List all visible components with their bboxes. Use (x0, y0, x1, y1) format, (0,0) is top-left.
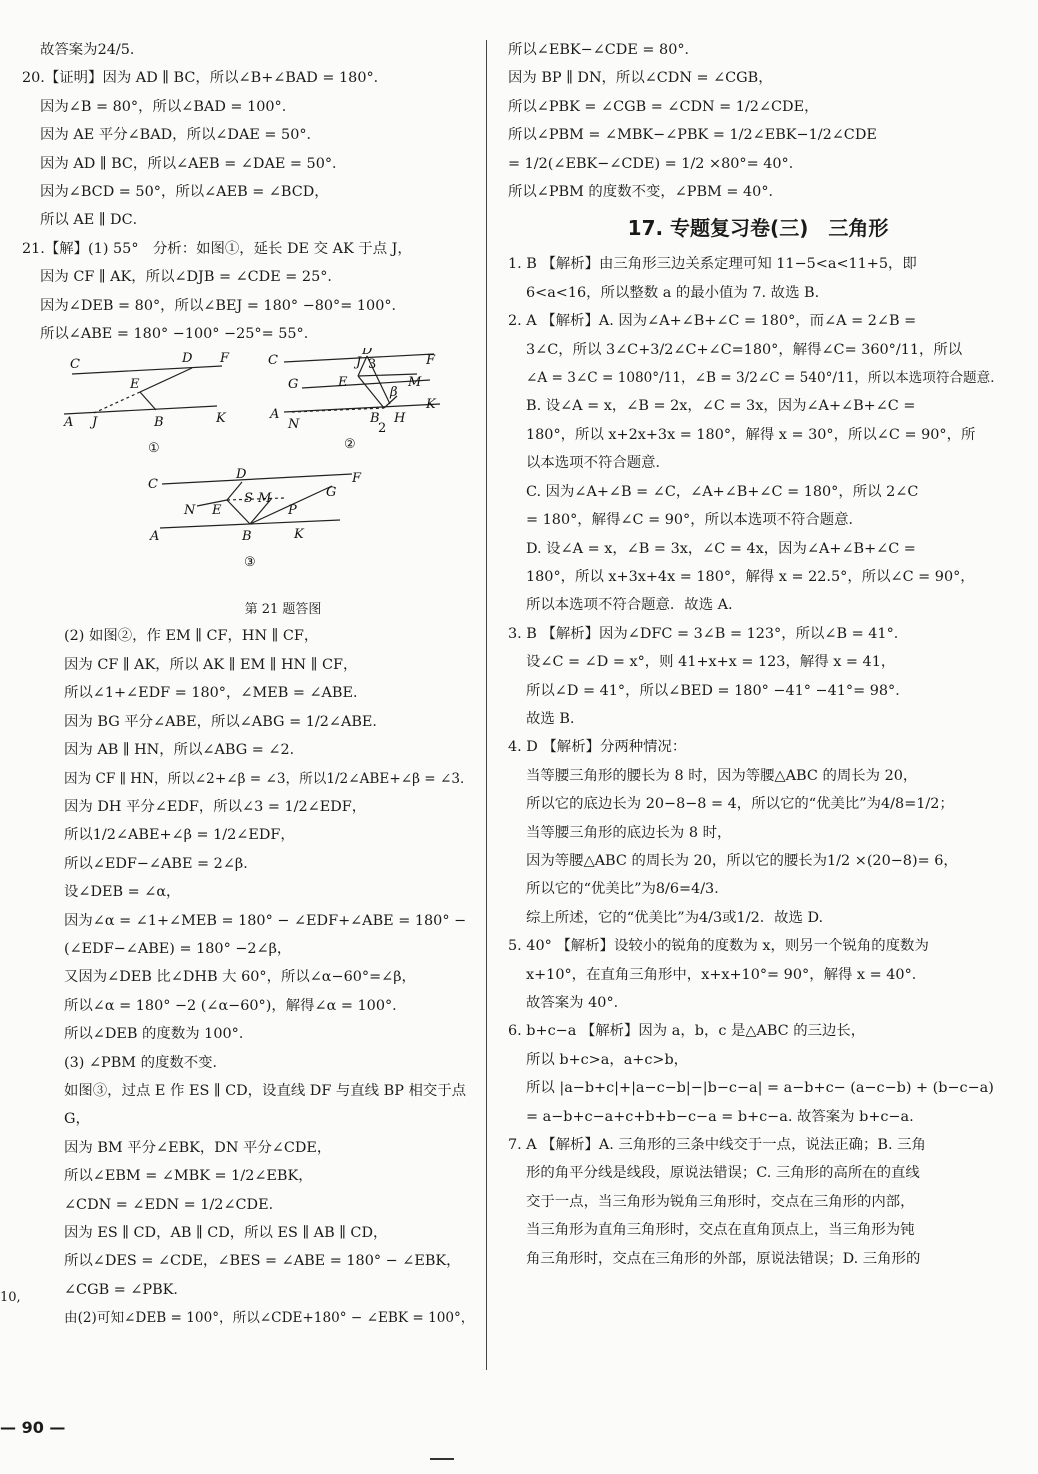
fig-label: D (236, 467, 247, 483)
text-line: 因为等腰△ABC 的周长为 20，所以它的腰长为1/2 ×(20−8)= 6， (526, 852, 958, 869)
fig-label: D (182, 351, 193, 367)
text-line: 所以∠EBK−∠CDE = 80°． (508, 42, 699, 58)
text-line: 所以∠PBM = ∠MBK−∠PBK = 1/2∠EBK−1/2∠CDE (508, 127, 877, 144)
fig-label: B (154, 415, 164, 431)
text-line: 因为 CF ∥ HN，所以∠2+∠β = ∠3，所以1/2∠ABE+∠β = ∠3． (64, 770, 474, 787)
text-line: 形的角平分线是线段，原说法错误；C. 三角形的高所在的直线 (526, 1165, 920, 1182)
text-line: = 1/2(∠EBK−∠CDE) = 1/2 ×80°= 40°． (508, 155, 804, 172)
text-line: 设∠C = ∠D = x°，则 41+x+x = 123，解得 x = 41， (526, 654, 896, 671)
fig-label: ③ (244, 555, 256, 571)
text-line: 因为 BM 平分∠EBK，DN 平分∠CDE， (64, 1139, 332, 1156)
text-line: x+10°，在直角三角形中，x+x+10°= 90°，解得 x = 40°． (526, 966, 927, 983)
text-line: 6. b+c−a 【解析】因为 a，b，c 是△ABC 的三边长， (508, 1023, 866, 1040)
text-line: 因为 CF ∥ AK，所以∠DJB = ∠CDE = 25°． (40, 269, 342, 286)
fig-label: C (268, 353, 278, 369)
fig-label: ② (344, 437, 356, 453)
fig-label: S (244, 491, 253, 507)
text-line: 4. D 【解析】分两种情况： (508, 739, 687, 756)
fig-label: H (394, 411, 406, 427)
text-line: 因为 ES ∥ CD，AB ∥ CD，所以 ES ∥ AB ∥ CD， (64, 1225, 388, 1241)
fig-label: P (288, 503, 297, 519)
fig-label: ① (148, 441, 160, 457)
figure-21 (22, 348, 484, 598)
text-line: 当等腰三角形的底边长为 8 时， (526, 824, 732, 841)
figure-caption: 第 21 题答图 (244, 602, 322, 618)
text-line: 2. A 【解析】A. 因为∠A+∠B+∠C = 180°，而∠A = 2∠B = (508, 313, 917, 330)
text-line: (∠EDF−∠ABE) = 180° −2∠β， (64, 940, 292, 957)
text-line: (2) 如图②，作 EM ∥ CF，HN ∥ CF， (64, 628, 319, 645)
text-line: 所以∠DES = ∠CDE，∠BES = ∠ABE = 180° − ∠EBK， (64, 1253, 461, 1270)
text-line: 故答案为24/5． (40, 42, 145, 58)
text-line: 故答案为 40°． (526, 995, 629, 1011)
text-line: ∠CGB = ∠PBK． (64, 1281, 188, 1298)
fig-label: F (220, 351, 230, 367)
fig-label: G (326, 485, 337, 501)
fig-label: E (212, 503, 222, 519)
fig-label: N (184, 503, 196, 519)
text-line: 180°，所以 x+2x+3x = 180°，解得 x = 30°，所以∠C = 90°，所 (526, 426, 976, 443)
fig-label: M (408, 375, 422, 391)
text-line: 角三角形时，交点在三角形的外部，原说法错误；D. 三角形的 (526, 1250, 921, 1267)
text-line: 因为 BP ∥ DN，所以∠CDN = ∠CGB， (508, 70, 773, 87)
text-line: 6<a<16，所以整数 a 的最小值为 7. 故选 B. (526, 284, 820, 301)
fig-label: 2 (378, 421, 387, 437)
text-line: = 180°，解得∠C = 90°，所以本选项不符合题意． (526, 512, 863, 529)
text-line: 由(2)可知∠DEB = 100°，所以∠CDE+180° − ∠EBK = 100°， (64, 1310, 475, 1327)
fig-label: C (148, 477, 158, 493)
text-line: ∠A = 3∠C = 1080°/11，∠B = 3/2∠C = 540°/11，所以本选项符合题意． (526, 370, 1004, 387)
text-line: 因为∠DEB = 80°，所以∠BEJ = 180° −80°= 100°． (40, 297, 406, 314)
text-line: 所以∠DEB 的度数为 100°． (64, 1026, 254, 1043)
text-line: 所以 b+c>a，a+c>b， (526, 1051, 689, 1068)
text-line: 所以 |a−b+c|+|a−c−b|−|b−c−a| = a−b+c− (a−c−b) + (b−c−a) (526, 1080, 994, 1097)
fig-label: K (426, 397, 436, 413)
text-line: 故选 B. (526, 710, 575, 727)
text-line: 5. 40° 【解析】设较小的锐角的度数为 x，则另一个锐角的度数为 (508, 938, 929, 955)
text-line: 所以 AE ∥ DC． (40, 212, 147, 229)
text-line: 综上所述，它的“优美比”为4/3或1/2．故选 D. (526, 909, 824, 926)
text-line: 所以本选项不符合题意．故选 A. (526, 597, 733, 614)
text-line: 因为∠B = 80°，所以∠BAD = 100°． (40, 98, 297, 115)
fig-label: F (426, 353, 436, 369)
text-line: 当三角形为直角三角形时，交点在直角顶点上，当三角形为钝 (526, 1222, 915, 1239)
figure-21-diagrams (22, 348, 462, 598)
fig-label: J (92, 415, 98, 431)
text-line: 所以∠EBM = ∠MBK = 1/2∠EBK， (64, 1168, 313, 1185)
text-line: ∠CDN = ∠EDN = 1/2∠CDE． (64, 1196, 283, 1213)
fig-label: B (370, 411, 380, 427)
fig-label: β (390, 385, 398, 401)
fig-label: B (242, 529, 252, 545)
text-line: 所以∠D = 41°，所以∠BED = 180° −41° −41°= 98°． (526, 682, 910, 699)
text-line: 所以∠EDF−∠ABE = 2∠β． (64, 855, 258, 872)
text-line: 因为 AD ∥ BC，所以∠AEB = ∠DAE = 50°． (40, 155, 347, 172)
text-line: 所以它的底边长为 20−8−8 = 4，所以它的“优美比”为4/8=1/2； (526, 796, 954, 813)
text-line: 以本选项不符合题意． (526, 455, 670, 472)
page-number-value: 90 (21, 1418, 44, 1437)
fig-label: F (352, 471, 362, 487)
text-line: 因为 DH 平分∠EDF，所以∠3 = 1/2∠EDF， (64, 798, 367, 815)
fig-label: M (258, 491, 272, 507)
fig-label: A (150, 529, 160, 545)
page-number: — 90 — (0, 1418, 66, 1437)
text-line: 7. A 【解析】A. 三角形的三条中线交于一点，说法正确；B. 三角 (508, 1137, 926, 1154)
fig-label: K (216, 411, 226, 427)
text-line: 因为∠BCD = 50°，所以∠AEB = ∠BCD， (40, 184, 329, 201)
text-line: = a−b+c−a+c+b+b−c−a = b+c−a. 故答案为 b+c−a. (526, 1108, 914, 1125)
fig-label: D (362, 348, 373, 359)
column-divider (486, 40, 487, 1370)
text-line: 3∠C，所以 3∠C+3/2∠C+∠C=180°，解得∠C= 360°/11，所以 (526, 341, 963, 358)
text-line: 所以∠PBK = ∠CGB = ∠CDN = 1/2∠CDE， (508, 98, 819, 115)
margin-text: 10, (0, 1290, 21, 1305)
section-title: 17. 专题复习卷(三) 三角形 (627, 216, 889, 241)
text-line: (3) ∠PBM 的度数不变． (64, 1054, 227, 1071)
text-line: 所以1/2∠ABE+∠β = 1/2∠EDF， (64, 827, 295, 844)
fig-label: 3 (368, 357, 377, 373)
fig-label: J (356, 355, 362, 371)
text-line: 180°，所以 x+3x+4x = 180°，解得 x = 22.5°，所以∠C = 90°， (526, 568, 975, 585)
text-line: 又因为∠DEB 比∠DHB 大 60°，所以∠α−60°=∠β， (64, 969, 416, 986)
text-line: D. 设∠A = x，∠B = 3x，∠C = 4x，因为∠A+∠B+∠C = (526, 540, 916, 557)
fig-label: K (294, 527, 304, 543)
text-line: 21.【解】(1) 55° 分析：如图①，延长 DE 交 AK 于点 J， (22, 240, 412, 257)
text-line: 当等腰三角形的腰长为 8 时，因为等腰△ABC 的周长为 20， (526, 767, 918, 784)
text-line: 20.【证明】因为 AD ∥ BC，所以∠B+∠BAD = 180°． (22, 70, 389, 87)
text-line: C. 因为∠A+∠B = ∠C，∠A+∠B+∠C = 180°，所以 2∠C (526, 483, 919, 500)
text-line: 所以∠PBM 的度数不变，∠PBM = 40°． (508, 184, 783, 201)
text-line: 所以它的“优美比”为8/6=4/3． (526, 881, 729, 898)
text-line: 所以∠α = 180° −2 (∠α−60°)，解得∠α = 100°． (64, 997, 407, 1014)
text-line: 因为 CF ∥ AK，所以 AK ∥ EM ∥ HN ∥ CF， (64, 656, 358, 673)
text-line: 设∠DEB = ∠α， (64, 884, 181, 901)
text-line: 1. B 【解析】由三角形三边关系定理可知 11−5<a<11+5，即 (508, 256, 917, 273)
fig-label: N (288, 417, 300, 433)
right-column (508, 36, 1008, 1273)
bottom-mark (430, 1458, 454, 1460)
fig-label: A (64, 415, 74, 431)
fig-label: C (70, 357, 80, 373)
text-line: 所以∠ABE = 180° −100° −25°= 55°． (40, 326, 319, 343)
text-line: 所以∠1+∠EDF = 180°，∠MEB = ∠ABE． (64, 685, 368, 702)
fig-label: A (270, 407, 280, 423)
left-column (22, 36, 484, 1333)
text-line: 因为∠α = ∠1+∠MEB = 180° − ∠EDF+∠ABE = 180° − (64, 912, 467, 929)
text-line: B. 设∠A = x，∠B = 2x，∠C = 3x，因为∠A+∠B+∠C = (526, 398, 916, 415)
text-line: 交于一点，当三角形为锐角三角形时，交点在三角形的内部， (526, 1193, 915, 1210)
text-line: 因为 AB ∥ HN，所以∠ABG = ∠2． (64, 742, 305, 759)
text-line: 3. B 【解析】因为∠DFC = 3∠B = 123°，所以∠B = 41°． (508, 625, 909, 642)
text-line: 因为 BG 平分∠ABE，所以∠ABG = 1/2∠ABE． (64, 713, 387, 730)
fig-label: E (130, 377, 140, 393)
fig-label: E (338, 375, 348, 391)
fig-label: G (288, 377, 299, 393)
text-line: 因为 AE 平分∠BAD，所以∠DAE = 50°． (40, 127, 321, 144)
text-line: 如图③，过点 E 作 ES ∥ CD，设直线 DF 与直线 BP 相交于点 G， (64, 1082, 467, 1128)
